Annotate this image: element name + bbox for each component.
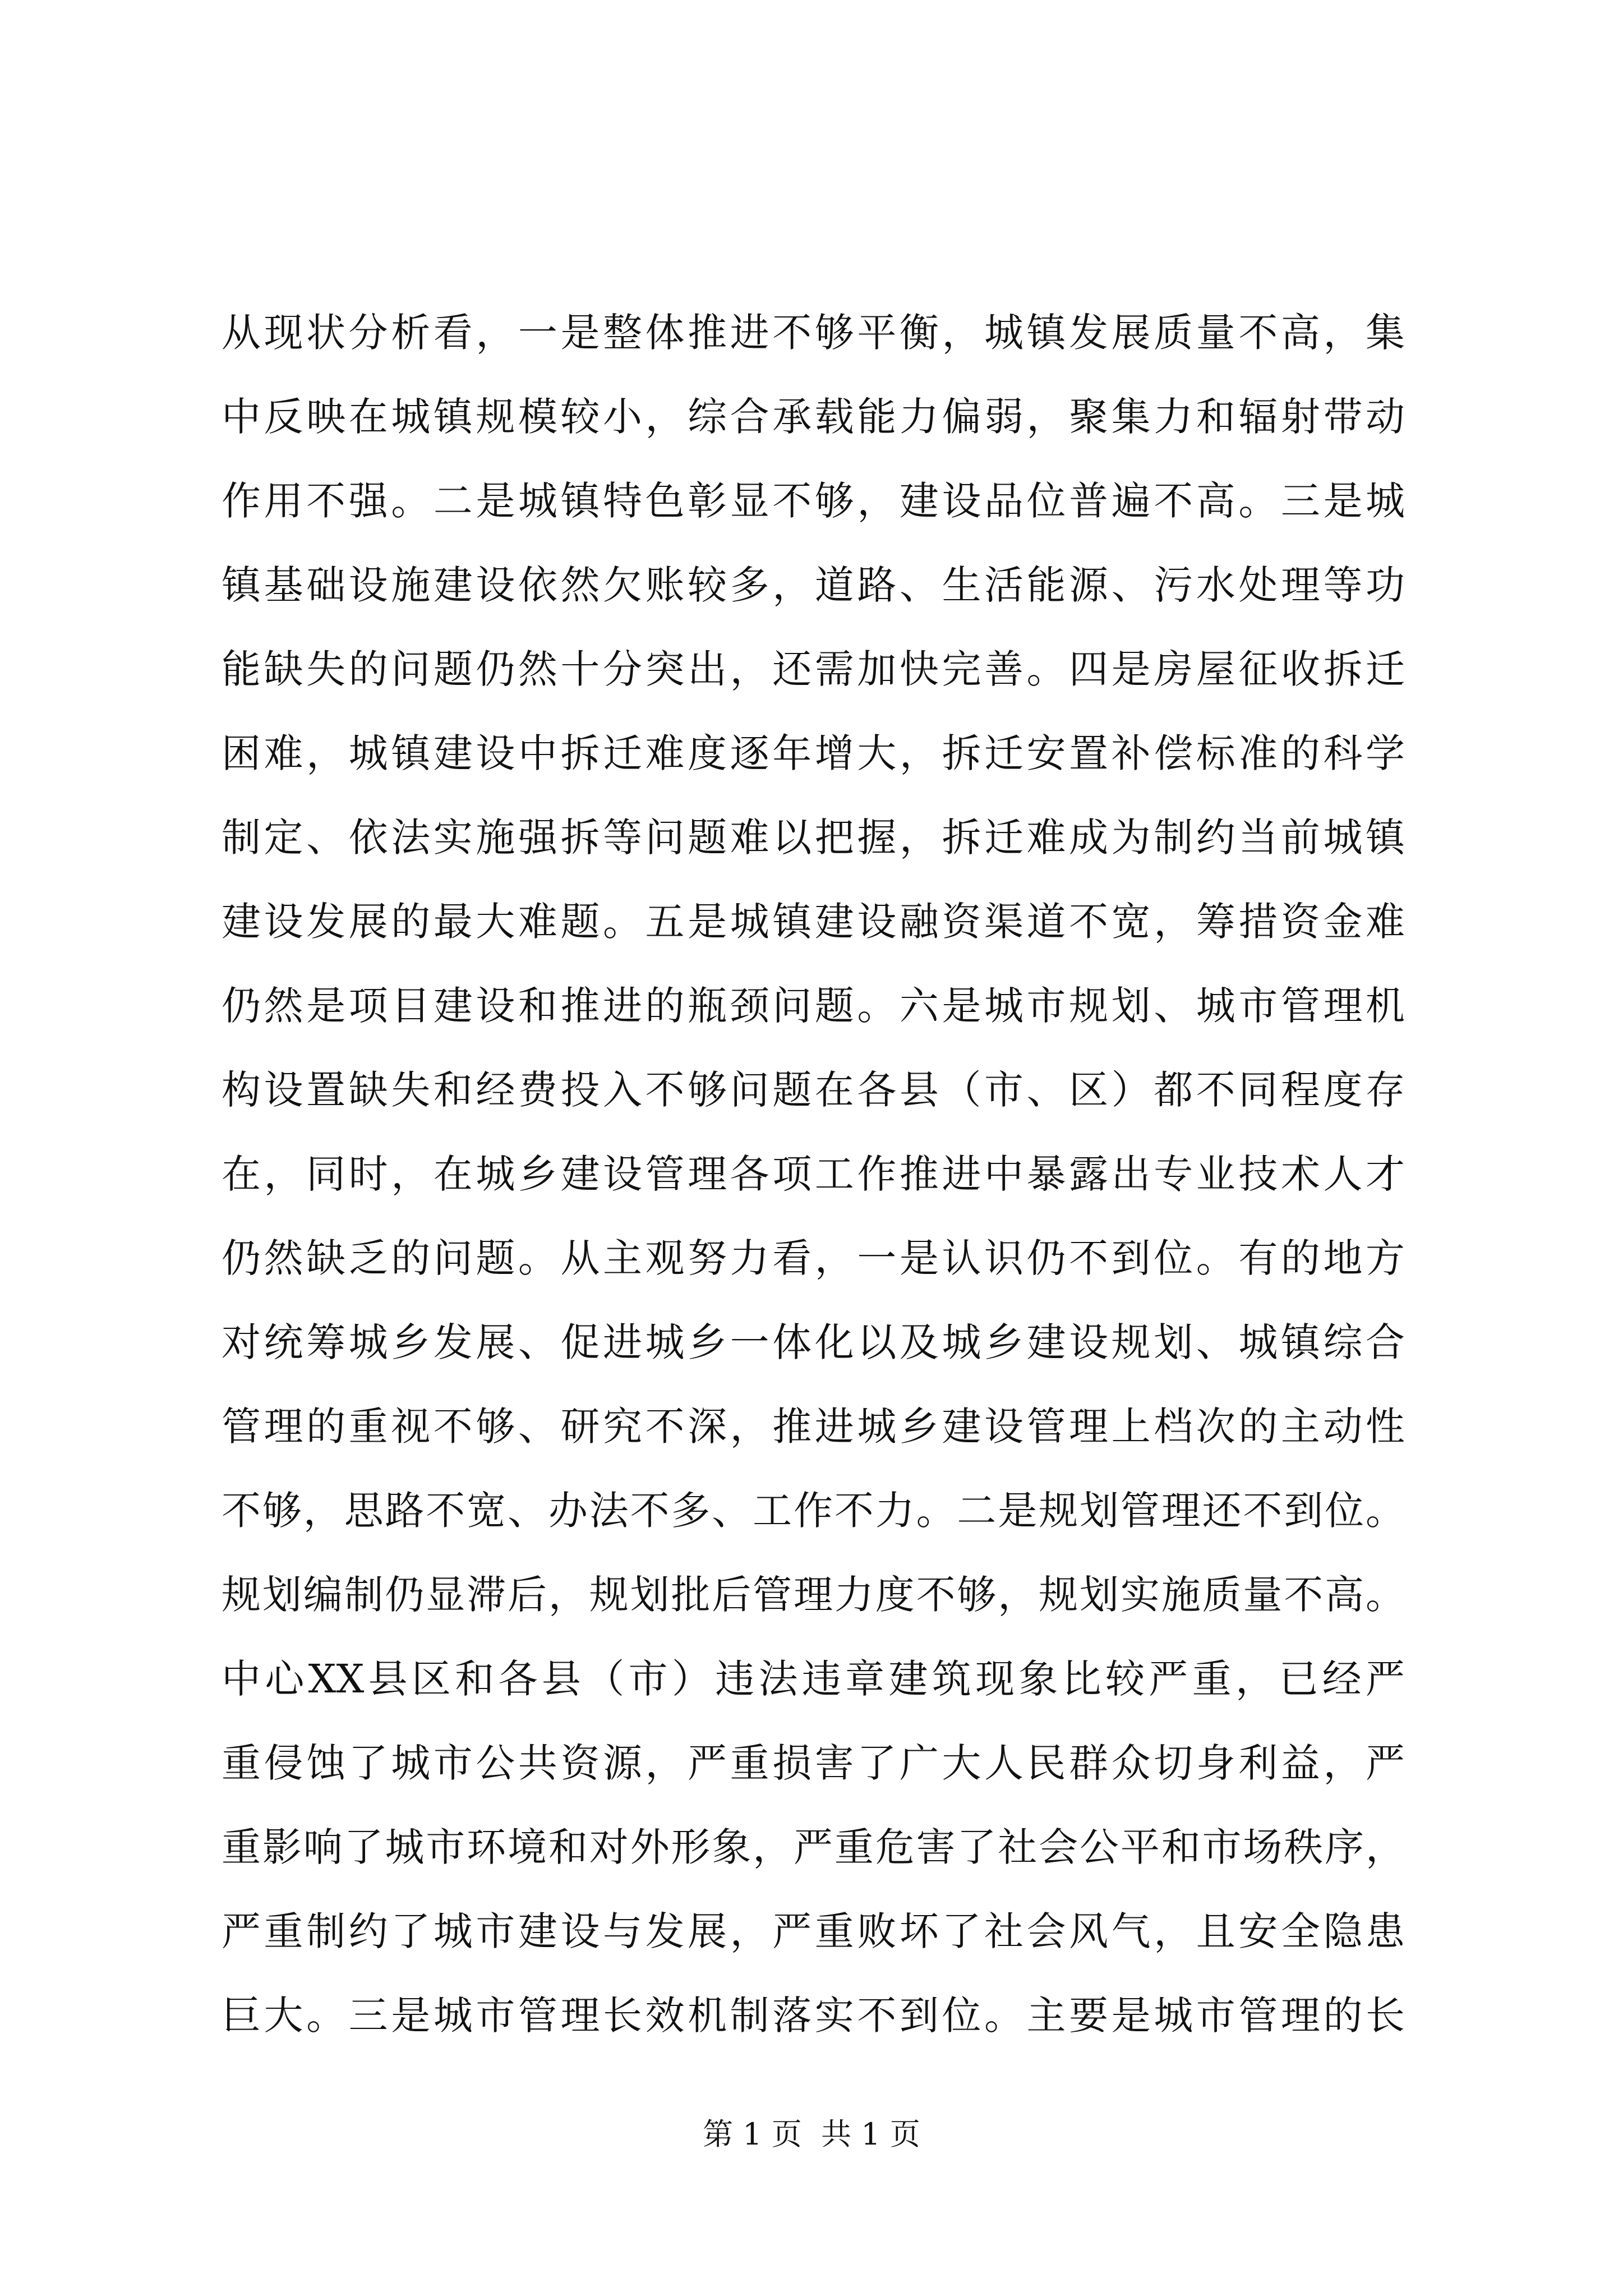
body-text	[222, 291, 1405, 2058]
text-line: 镇基础设施建设依然欠账较多，道路、生活能源、污水处理等功	[222, 562, 1405, 608]
text-line: 作用不强。二是城镇特色彰显不够，建设品位普遍不高。三是城	[222, 478, 1405, 524]
text-line: 对统筹城乡发展、促进城乡一体化以及城乡建设规划、城镇综合	[222, 1319, 1405, 1365]
text-line: 仍然缺乏的问题。从主观努力看，一是认识仍不到位。有的地方	[222, 1235, 1405, 1281]
text-line: 制定、依法实施强拆等问题难以把握，拆迁难成为制约当前城镇	[222, 815, 1405, 861]
text-line: 建设发展的最大难题。五是城镇建设融资渠道不宽，筹措资金难	[222, 899, 1405, 945]
text-line: 重影响了城市环境和对外形象，严重危害了社会公平和市场秩序，	[222, 1824, 1405, 1870]
text-line: 严重制约了城市建设与发展，严重败坏了社会风气，且安全隐患	[222, 1908, 1405, 1954]
text-line: 仍然是项目建设和推进的瓶颈问题。六是城市规划、城市管理机	[222, 983, 1405, 1029]
text-line: 在，同时，在城乡建设管理各项工作推进中暴露出专业技术人才	[222, 1151, 1405, 1197]
page-footer: 第 1 页 共 1 页	[703, 2116, 920, 2152]
text-line: 中反映在城镇规模较小，综合承载能力偏弱，聚集力和辐射带动	[222, 394, 1405, 440]
text-line: 能缺失的问题仍然十分突出，还需加快完善。四是房屋征收拆迁	[222, 646, 1405, 692]
text-line: 管理的重视不够、研究不深，推进城乡建设管理上档次的主动性	[222, 1404, 1405, 1450]
text-line: 规划编制仍显滞后，规划批后管理力度不够，规划实施质量不高。	[222, 1572, 1405, 1618]
text-line: 困难，城镇建设中拆迁难度逐年增大，拆迁安置补偿标准的科学	[222, 730, 1405, 776]
text-line: 构设置缺失和经费投入不够问题在各县（市、区）都不同程度存	[222, 1067, 1405, 1113]
text-line: 重侵蚀了城市公共资源，严重损害了广大人民群众切身利益，严	[222, 1740, 1405, 1786]
text-line: 不够，思路不宽、办法不多、工作不力。二是规划管理还不到位。	[222, 1488, 1405, 1534]
text-line: 巨大。三是城市管理长效机制落实不到位。主要是城市管理的长	[222, 1993, 1405, 2039]
text-line: 中心XX县区和各县（市）违法违章建筑现象比较严重，已经严	[222, 1656, 1405, 1702]
text-line: 从现状分析看，一是整体推进不够平衡，城镇发展质量不高，集	[222, 310, 1405, 356]
